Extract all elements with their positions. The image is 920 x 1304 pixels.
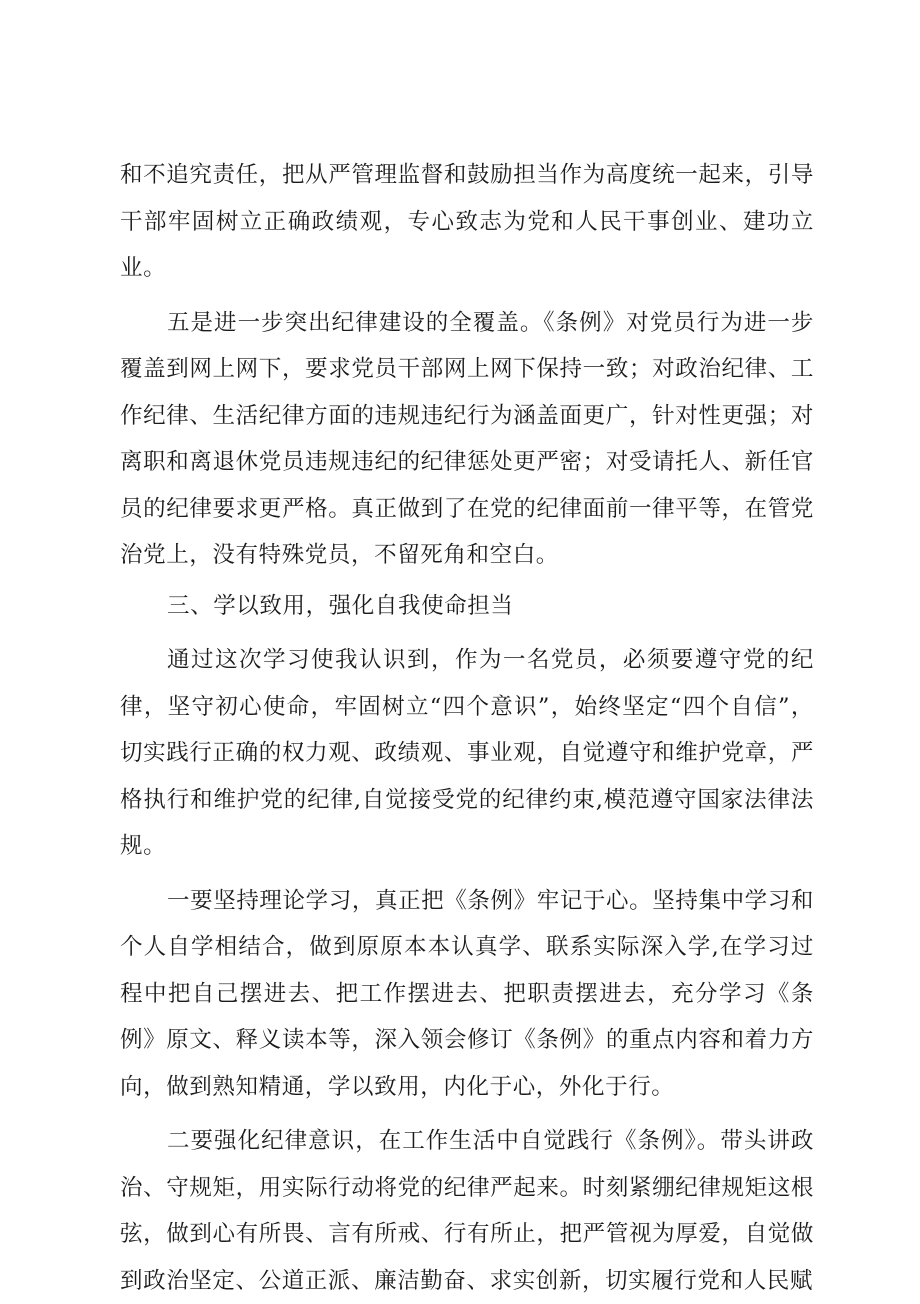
section-heading: 三、学以致用，强化自我使命担当 (167, 592, 514, 619)
paragraph-understanding: 通过这次学习使我认识到，作为一名党员，必须要遵守党的纪律，坚守初心使命，牢固树立“四个意识”，始终坚定“四个自信”，切实践行正确的权力观、政绩观、事业观，自觉遵守和维护党章，严格执行和维护党的纪律,自觉接受党的纪律约束,模范遵守国家法律法规。 (120, 647, 814, 859)
document-page (120, 152, 814, 1304)
paragraph-theory-study: 一要坚持理论学习，真正把《条例》牢记于心。坚持集中学习和个人自学相结合，做到原原本本认真学、联系实际深入学,在学习过程中把自己摆进去、把工作摆进去、把职责摆进去，充分学习《条例》原文、释义读本等，深入领会修订《条例》的重点内容和着力方向，做到熟知精通，学以致用，内化于心，外化于行。 (120, 887, 814, 1100)
paragraph-continuation: 和不追究责任，把从严管理监督和鼓励担当作为高度统一起来，引导干部牢固树立正确政绩观，专心致志为党和人民干事创业、建功立业。 (120, 162, 814, 281)
paragraph-full-coverage: 五是进一步突出纪律建设的全覆盖。《条例》对党员行为进一步覆盖到网上网下，要求党员干部网上网下保持一致；对政治纪律、工作纪律、生活纪律方面的违规违纪行为涵盖面更广，针对性更强；对离职和离退休党员违规违纪的纪律惩处更严密；对受请托人、新任官员的纪律要求更严格。真正做到了在党的纪律面前一律平等，在管党治党上，没有特殊党员，不留死角和空白。 (120, 309, 814, 568)
paragraph-discipline-awareness: 二要强化纪律意识，在工作生活中自觉践行《条例》。带头讲政治、守规矩，用实际行动将党的纪律严起来。时刻紧绷纪律规矩这根弦，做到心有所畏、言有所戒、行有所止，把严管视为厚爱，自觉做到政治坚定、公道正派、廉洁勤奋、求实创新，切实履行党和人民赋 (120, 1128, 814, 1294)
